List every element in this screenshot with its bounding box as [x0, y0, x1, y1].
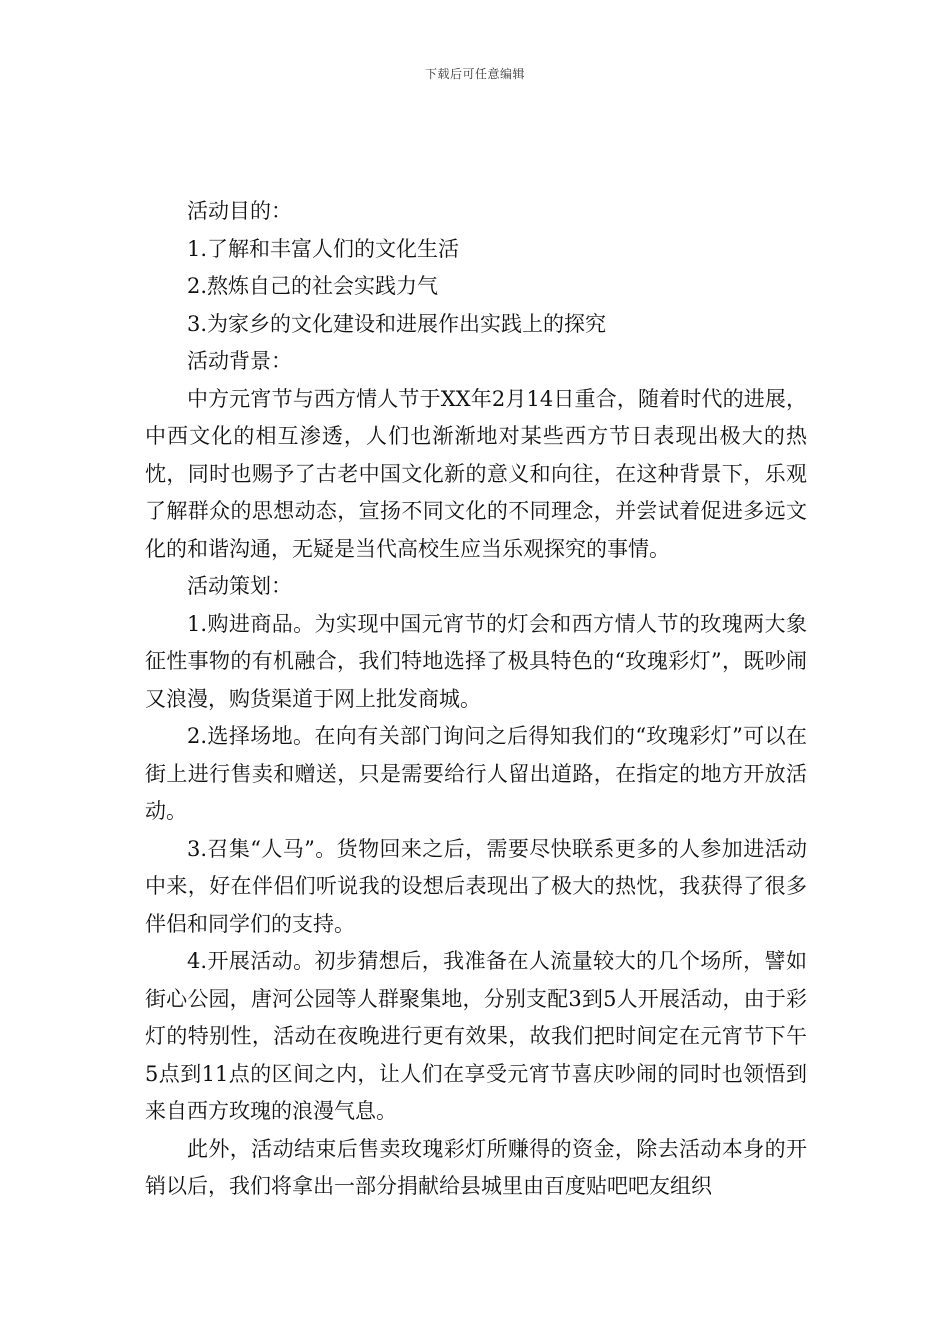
purpose-item-2: 2.熬炼自己的社会实践力气 — [187, 274, 439, 298]
heading-activity-purpose: 活动目的： — [187, 199, 292, 223]
heading-activity-plan: 活动策划： — [187, 574, 292, 598]
purpose-item-3: 3.为家乡的文化建设和进展作出实践上的探究 — [187, 311, 607, 336]
background-paragraph: 中方元宵节与西方情人节于XX年2月14日重合，随着时代的进展，中西文化的相互渗透，人们也渐渐地对某些西方节日表现出极大的热忱，同时也赐予了古老中国文化新的意义和向往，在这种背景下，乐观了解群众的思想动态，宣扬不同文化的不同理念，并尝试着促进多远文化的和谐沟通，无疑是当代高校生应当乐观探究的事情。 — [145, 386, 807, 561]
plan-step-2: 2.选择场地。在向有关部门询问之后得知我们的“玫瑰彩灯”可以在街上进行售卖和赠送，只是需要给行人留出道路，在指定的地方开放活动。 — [145, 724, 807, 823]
heading-activity-background: 活动背景： — [187, 349, 292, 373]
document-body — [145, 193, 807, 1206]
plan-step-3: 3.召集“人马”。货物回来之后，需要尽快联系更多的人参加进活动中来，好在伴侣们听说我的设想后表现出了极大的热忱，我获得了很多伴侣和同学们的支持。 — [145, 836, 807, 936]
purpose-item-1: 1.了解和丰富人们的文化生活 — [187, 236, 460, 261]
plan-step-4: 4.开展活动。初步猜想后，我准备在人流量较大的几个场所，譬如街心公园，唐河公园等人群聚集地，分别支配3到5人开展活动，由于彩灯的特别性，活动在夜晚进行更有效果，故我们把时间定在元宵节下午5点到11点的区间之内，让人们在享受元宵节喜庆吵闹的同时也领悟到来自西方玫瑰的浪漫气息。 — [145, 949, 807, 1123]
plan-step-1: 1.购进商品。为实现中国元宵节的灯会和西方情人节的玫瑰两大象征性事物的有机融合，我们特地选择了极具特色的“玫瑰彩灯”，既吵闹又浪漫，购货渠道于网上批发商城。 — [145, 611, 807, 711]
closing-paragraph: 此外，活动结束后售卖玫瑰彩灯所赚得的资金，除去活动本身的开销以后，我们将拿出一部分捐献给县城里由百度贴吧吧友组织 — [145, 1136, 807, 1198]
page-header: 下载后可任意编辑 — [424, 67, 525, 81]
